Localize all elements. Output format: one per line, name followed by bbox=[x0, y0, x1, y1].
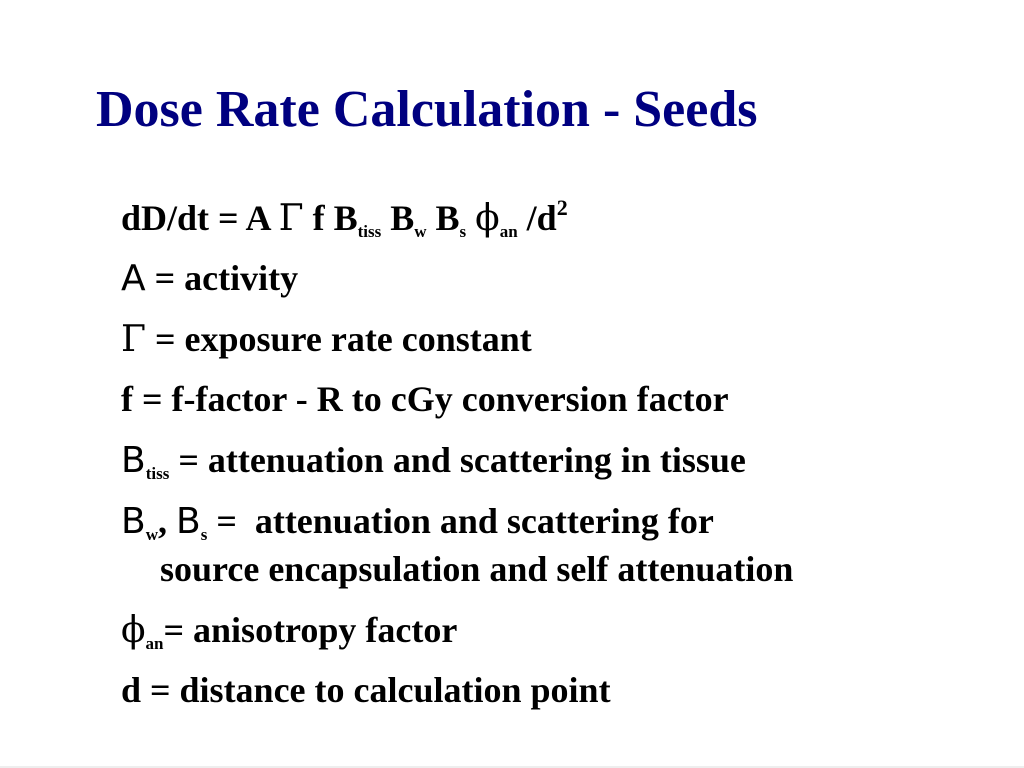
an-subscript: an bbox=[145, 634, 164, 653]
definition-distance: d = distance to calculation point bbox=[121, 670, 611, 710]
activity-text: = activity bbox=[154, 258, 299, 298]
activity-symbol: A bbox=[121, 258, 146, 299]
gamma-text: = exposure rate constant bbox=[154, 319, 532, 359]
phi-symbol: ϕ bbox=[475, 198, 500, 239]
phi-symbol: ϕ bbox=[121, 610, 146, 651]
formula-lhs: dD/dt = A bbox=[121, 198, 270, 238]
definition-phi bbox=[121, 610, 458, 653]
f-symbol: f bbox=[312, 198, 325, 238]
gamma-symbol: Γ bbox=[278, 198, 304, 239]
phi-text: = anisotropy factor bbox=[163, 610, 458, 650]
separator: , bbox=[157, 501, 167, 541]
b-w-symbol: B bbox=[121, 501, 146, 542]
definition-activity bbox=[121, 260, 298, 297]
definition-b-w-b-s bbox=[121, 501, 714, 544]
gamma-symbol: Γ bbox=[121, 319, 146, 360]
tiss-subscript: tiss bbox=[145, 464, 170, 483]
definition-b-tiss bbox=[121, 440, 746, 483]
s-subscript: s bbox=[200, 525, 208, 544]
b-s-symbol: B bbox=[175, 501, 201, 542]
an-subscript: an bbox=[499, 222, 518, 241]
w-subscript: w bbox=[414, 222, 427, 241]
b-w-b-s-text: = attenuation and scattering for bbox=[216, 501, 714, 541]
dose-rate-formula bbox=[121, 195, 568, 241]
exponent: 2 bbox=[556, 195, 568, 220]
b-tiss-symbol: B bbox=[333, 198, 358, 238]
definition-b-w-b-s-continued: source encapsulation and self attenuation bbox=[160, 549, 794, 589]
b-s-symbol: B bbox=[435, 198, 460, 238]
s-subscript: s bbox=[459, 222, 467, 241]
formula-tail: /d bbox=[526, 198, 557, 238]
b-tiss-symbol: B bbox=[121, 440, 146, 481]
definition-gamma bbox=[121, 321, 532, 358]
w-subscript: w bbox=[145, 525, 158, 544]
slide-title: Dose Rate Calculation - Seeds bbox=[96, 81, 758, 138]
tiss-subscript: tiss bbox=[357, 222, 382, 241]
b-w-symbol: B bbox=[390, 198, 415, 238]
definition-f-factor: f = f-factor - R to cGy conversion factor bbox=[121, 379, 729, 419]
b-tiss-text: = attenuation and scattering in tissue bbox=[178, 440, 746, 480]
